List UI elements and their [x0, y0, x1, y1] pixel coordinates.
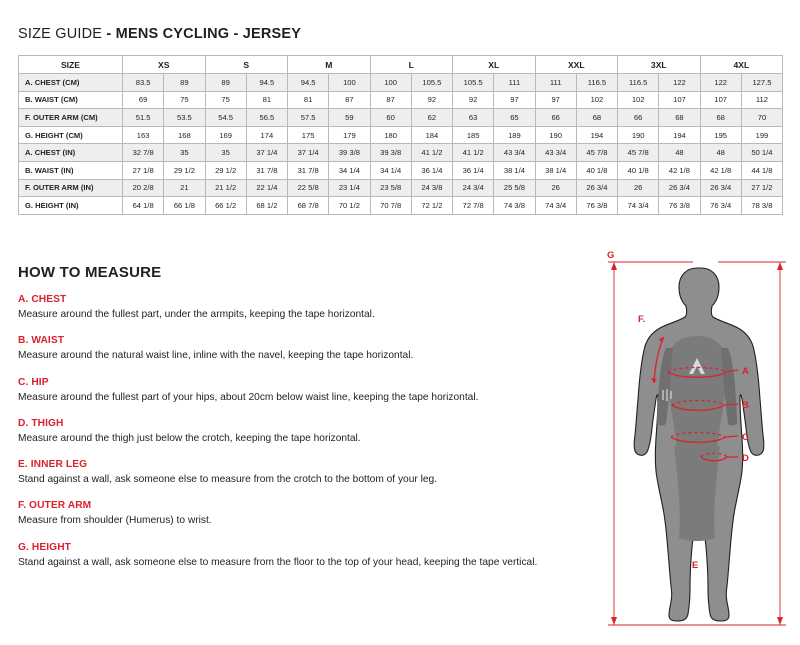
col-head-l: L: [370, 56, 453, 74]
measure-item-heading: A. CHEST: [18, 294, 67, 305]
table-cell: 26 3/4: [659, 179, 700, 197]
table-cell: 48: [659, 144, 700, 162]
measure-item: [18, 542, 598, 570]
table-cell: 102: [618, 91, 659, 109]
table-cell: 70 7/8: [370, 197, 411, 215]
table-cell: 42 1/8: [700, 161, 741, 179]
table-cell: 63: [453, 109, 494, 127]
table-row: [19, 74, 783, 92]
table-cell: 26: [618, 179, 659, 197]
label-g: G: [607, 250, 615, 261]
table-cell: 94.5: [288, 74, 329, 92]
page-title-bold: - MENS CYCLING - JERSEY: [106, 26, 302, 42]
table-cell: 74 3/8: [494, 197, 535, 215]
measure-item-heading: E. INNER LEG: [18, 459, 88, 470]
how-to-measure-list: [18, 294, 598, 583]
table-cell: 36 1/4: [453, 161, 494, 179]
table-cell: 65: [494, 109, 535, 127]
page-title: [18, 26, 301, 42]
label-e: E: [692, 560, 699, 571]
table-cell: 89: [205, 74, 246, 92]
table-cell: 76 3/8: [576, 197, 617, 215]
table-cell: 105.5: [411, 74, 452, 92]
table-cell: 194: [576, 126, 617, 144]
table-cell: 81: [246, 91, 287, 109]
measure-item: [18, 377, 598, 405]
table-cell: 184: [411, 126, 452, 144]
measure-item-heading: C. HIP: [18, 376, 49, 388]
table-cell: 22 1/4: [246, 179, 287, 197]
table-cell: 34 1/4: [329, 161, 370, 179]
table-cell: 43 3/4: [535, 144, 576, 162]
table-cell: 107: [659, 91, 700, 109]
table-row: [19, 161, 783, 179]
table-cell: 29 1/2: [205, 161, 246, 179]
table-cell: 78 3/8: [741, 197, 782, 215]
measure-item-text: Measure around the thigh just below the crotch, keeping the tape horizontal.: [18, 432, 361, 444]
table-cell: 180: [370, 126, 411, 144]
how-to-measure-heading: HOW TO MEASURE: [18, 264, 162, 281]
table-cell: 68: [659, 109, 700, 127]
table-cell: 102: [576, 91, 617, 109]
table-cell: 81: [288, 91, 329, 109]
table-cell: 64 1/8: [123, 197, 164, 215]
table-cell: 70: [741, 109, 782, 127]
table-cell: 185: [453, 126, 494, 144]
row-label: G. HEIGHT (IN): [19, 197, 123, 215]
body-silhouette: [634, 268, 764, 621]
table-cell: 70 1/2: [329, 197, 370, 215]
col-head-m: M: [288, 56, 371, 74]
table-cell: 36 1/4: [411, 161, 452, 179]
row-label: B. WAIST (CM): [19, 91, 123, 109]
label-b: B: [742, 400, 749, 411]
measure-item-text: Measure around the natural waist line, inline with the navel, keeping the tape horizontal.: [18, 350, 414, 362]
table-cell: 37 1/4: [288, 144, 329, 162]
table-cell: 179: [329, 126, 370, 144]
table-cell: 39 3/8: [370, 144, 411, 162]
table-cell: 105.5: [453, 74, 494, 92]
col-head-xxl: XXL: [535, 56, 618, 74]
table-cell: 40 1/8: [618, 161, 659, 179]
table-cell: 35: [205, 144, 246, 162]
table-cell: 111: [535, 74, 576, 92]
table-cell: 100: [370, 74, 411, 92]
table-cell: 72 7/8: [453, 197, 494, 215]
table-cell: 34 1/4: [370, 161, 411, 179]
table-cell: 66: [535, 109, 576, 127]
table-cell: 68 7/8: [288, 197, 329, 215]
table-cell: 75: [205, 91, 246, 109]
table-cell: 66 1/8: [164, 197, 205, 215]
table-cell: 76 3/4: [700, 197, 741, 215]
table-header-row: [19, 56, 783, 74]
table-cell: 97: [494, 91, 535, 109]
table-cell: 27 1/2: [741, 179, 782, 197]
table-cell: 195: [700, 126, 741, 144]
table-cell: 59: [329, 109, 370, 127]
measure-item: [18, 418, 598, 446]
table-cell: 72 1/2: [411, 197, 452, 215]
table-cell: 116.5: [618, 74, 659, 92]
table-cell: 24 3/8: [411, 179, 452, 197]
row-label: A. CHEST (IN): [19, 144, 123, 162]
table-cell: 68: [576, 109, 617, 127]
table-cell: 48: [700, 144, 741, 162]
table-cell: 51.5: [123, 109, 164, 127]
table-cell: 87: [370, 91, 411, 109]
measure-item-text: Measure around the fullest part, under the armpits, keeping the tape horizontal.: [18, 309, 375, 320]
table-cell: 66: [618, 109, 659, 127]
label-a: A: [742, 366, 749, 377]
table-cell: 92: [411, 91, 452, 109]
table-cell: 69: [123, 91, 164, 109]
table-cell: 54.5: [205, 109, 246, 127]
row-label: A. CHEST (CM): [19, 74, 123, 92]
table-cell: 43 3/4: [494, 144, 535, 162]
table-cell: 74 3/4: [618, 197, 659, 215]
table-cell: 45 7/8: [576, 144, 617, 162]
measure-item: [18, 335, 598, 363]
table-cell: 175: [288, 126, 329, 144]
table-cell: 168: [164, 126, 205, 144]
table-cell: 122: [659, 74, 700, 92]
table-cell: 89: [164, 74, 205, 92]
table-cell: 29 1/2: [164, 161, 205, 179]
table-cell: 32 7/8: [123, 144, 164, 162]
col-head-s: S: [205, 56, 288, 74]
table-cell: 41 1/2: [453, 144, 494, 162]
table-cell: 23 1/4: [329, 179, 370, 197]
table-row: [19, 144, 783, 162]
table-cell: 24 3/4: [453, 179, 494, 197]
table-cell: 163: [123, 126, 164, 144]
table-cell: 57.5: [288, 109, 329, 127]
measure-item: [18, 459, 598, 487]
table-row: [19, 197, 783, 215]
table-cell: 56.5: [246, 109, 287, 127]
table-cell: 45 7/8: [618, 144, 659, 162]
col-head-size: SIZE: [19, 56, 123, 74]
label-d: D: [742, 453, 749, 464]
col-head-3xl: 3XL: [618, 56, 701, 74]
table-cell: 38 1/4: [535, 161, 576, 179]
table-cell: 169: [205, 126, 246, 144]
table-cell: 97: [535, 91, 576, 109]
label-f: F.: [638, 314, 646, 325]
table-cell: 26 3/4: [700, 179, 741, 197]
measure-item-text: Stand against a wall, ask someone else to measure from the floor to the top of your head, keeping the tape vertical.: [18, 556, 538, 568]
table-cell: 42 1/8: [659, 161, 700, 179]
table-cell: 83.5: [123, 74, 164, 92]
table-cell: 92: [453, 91, 494, 109]
table-cell: 94.5: [246, 74, 287, 92]
table-cell: 116.5: [576, 74, 617, 92]
row-label: B. WAIST (IN): [19, 161, 123, 179]
table-cell: 35: [164, 144, 205, 162]
table-row: [19, 109, 783, 127]
col-head-4xl: 4XL: [700, 56, 783, 74]
measure-item-heading: B. WAIST: [18, 335, 65, 347]
measure-item-heading: D. THIGH: [18, 417, 64, 429]
table-cell: 23 5/8: [370, 179, 411, 197]
table-cell: 38 1/4: [494, 161, 535, 179]
table-cell: 194: [659, 126, 700, 144]
measure-item-heading: F. OUTER ARM: [18, 500, 92, 512]
row-label: G. HEIGHT (CM): [19, 126, 123, 144]
body-measurement-figure: [598, 250, 796, 635]
table-cell: 68 1/2: [246, 197, 287, 215]
table-cell: 31 7/8: [288, 161, 329, 179]
row-label: F. OUTER ARM (CM): [19, 109, 123, 127]
table-cell: 111: [494, 74, 535, 92]
table-cell: 26 3/4: [576, 179, 617, 197]
label-c: C: [742, 432, 749, 443]
table-cell: 76 3/8: [659, 197, 700, 215]
table-cell: 53.5: [164, 109, 205, 127]
table-cell: 50 1/4: [741, 144, 782, 162]
table-cell: 41 1/2: [411, 144, 452, 162]
measure-item-text: Stand against a wall, ask someone else to measure from the crotch to the bottom of your leg.: [18, 474, 438, 485]
page-title-light: SIZE GUIDE: [18, 26, 103, 42]
table-row: [19, 91, 783, 109]
measure-item-text: Measure around the fullest part of your hips, about 20cm below waist line, keeping the tape horizontal.: [18, 391, 479, 403]
torso-shade: [667, 336, 726, 454]
col-head-xl: XL: [453, 56, 536, 74]
table-cell: 39 3/8: [329, 144, 370, 162]
table-cell: 20 2/8: [123, 179, 164, 197]
table-cell: 37 1/4: [246, 144, 287, 162]
table-row: [19, 179, 783, 197]
table-cell: 87: [329, 91, 370, 109]
table-cell: 100: [329, 74, 370, 92]
table-cell: 190: [618, 126, 659, 144]
row-label: F. OUTER ARM (IN): [19, 179, 123, 197]
table-cell: 21: [164, 179, 205, 197]
table-cell: 112: [741, 91, 782, 109]
table-row: [19, 126, 783, 144]
figure-svg: [598, 250, 796, 635]
col-head-xs: XS: [123, 56, 206, 74]
table-cell: 189: [494, 126, 535, 144]
table-cell: 31 7/8: [246, 161, 287, 179]
table-cell: 40 1/8: [576, 161, 617, 179]
table-cell: 74 3/4: [535, 197, 576, 215]
table-cell: 107: [700, 91, 741, 109]
table-cell: 21 1/2: [205, 179, 246, 197]
size-table: [18, 55, 783, 215]
table-cell: 62: [411, 109, 452, 127]
table-cell: 127.5: [741, 74, 782, 92]
table-cell: 122: [700, 74, 741, 92]
table-cell: 66 1/2: [205, 197, 246, 215]
measure-item-heading: G. HEIGHT: [18, 541, 71, 553]
table-cell: 190: [535, 126, 576, 144]
table-cell: 174: [246, 126, 287, 144]
table-cell: 44 1/8: [741, 161, 782, 179]
table-cell: 22 5/8: [288, 179, 329, 197]
table-cell: 26: [535, 179, 576, 197]
table-cell: 199: [741, 126, 782, 144]
table-cell: 68: [700, 109, 741, 127]
table-cell: 75: [164, 91, 205, 109]
table-cell: 60: [370, 109, 411, 127]
measure-item-text: Measure from shoulder (Humerus) to wrist.: [18, 515, 212, 527]
measure-item: [18, 294, 598, 322]
table-cell: 27 1/8: [123, 161, 164, 179]
measure-item: [18, 500, 598, 528]
table-cell: 25 5/8: [494, 179, 535, 197]
